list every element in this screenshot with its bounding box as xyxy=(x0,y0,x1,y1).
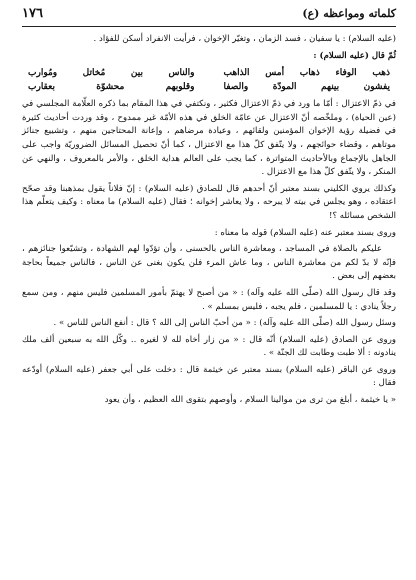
page-body xyxy=(22,33,396,408)
paragraph: وروى بسند معتبر عنه (عليه السلام) قوله ما معناه : xyxy=(214,227,396,238)
poem xyxy=(22,66,396,94)
page-number: ١٧٦ xyxy=(22,6,43,21)
running-header xyxy=(22,6,396,24)
running-title: كلماته ومواعظه (ع) xyxy=(302,7,396,20)
paragraph: وروى عن الصادق (عليه السلام) أنّه قال : « من زار أخاه لله لا لغيره .. وكّل الله به سبعين ألف ملك ينادونه : ألا طبت وطابت لك الجنّة » . xyxy=(22,334,396,359)
paragraph: (عليه السلام) : يا سفيان ، فسد الزمان ، وتغيّر الإخوان ، فرأيت الانفراد أسكن للفؤاد . xyxy=(93,34,396,44)
paragraph: وسئل رسول الله (صلّى الله عليه وآله) : « من أحبّ الناس إلى الله ؟ قال : أنفع الناس للناس » . xyxy=(53,318,396,329)
poem-verse xyxy=(22,80,396,94)
poem-hemistich-first: يفشون بينهم المودّة والصفا xyxy=(223,82,390,93)
paragraph: وكذلك يروي الكليني بسند معتبر أنّ أحدهم قال للصادق (عليه السلام) : إنّ فلاناً يقول بمذهبنا وقد صحّح اعتقاده ، وهو يجلس في بيته لا يبرحه ، ولا يعاشر إخوانه ؛ فقال (عليه السلام) ما معناه : وكيف يتعلّم هذا الشخص مسائله ؟! xyxy=(22,183,396,221)
paragraph-section-heading: في ذمّ الاعتزال : أمّا ما ورد في ذمّ الاعتزال فكثير ، ونكتفي في هذا المقام بما ذكره العلّامة المجلسي في (عين الحياة) ، وملخّصه أنّ الاعتزال عن عامّة الخلق في هذه الأمّة غير ممدوح ، وقد وردت أحاديث كثيرة في فضيلة رؤية الإخوان المؤمنين ولقائهم ، وعيادة مرضاهم ، وإعانة المحتاجين منهم ، وتشييع جنائز موتاهم ، وقضاء حوائجهم ، ولا يتّفق كلّ هذا مع الاعتزال ، كما أنّ تحصيل المسائل الضروريّة واجب على الجاهل بالإجماع وبالأحاديث المتواترة ، كما يجب على العالم هداية الخلق ، والأمر بالمعروف ، والنهي عن المنكر ، ولا يتّفق كلّ هذا مع الاعتزال . xyxy=(22,99,396,178)
poem-verse xyxy=(22,66,396,80)
paragraph: وقد قال رسول الله (صلّى الله عليه وآله) : « من أصبح لا يهتمّ بأمور المسلمين فليس منهم ، ومن سمع رجلاً ينادي : يا للمسلمين ، فلم يجبه ، فليس بمسلم » . xyxy=(22,287,396,312)
poem-intro: ثُمّ قال (عليه السلام) : xyxy=(313,50,396,61)
header-rule xyxy=(22,26,396,27)
paragraph: عليكم بالصلاة في المساجد ، ومعاشرة الناس بالحسنى ، وأن تؤدّوا لهم الشهادة ، وتشيّعوا جنائزهم ، فإنّه لا بدّ لكم من معاشرة الناس ، وما عاش المرء فلن يكون بغنى عن الناس ، فالناس جميعاً بحاجة بعضهم إلى بعض . xyxy=(22,244,396,282)
poem-hemistich-first: ذهب الوفاء ذهاب أمس الذاهب xyxy=(223,68,390,79)
paragraph: وروى عن الباقر (عليه السلام) بسند معتبر عن خيثمة قال : دخلت على أبي جعفر (عليه السلام) أودّعه فقال : xyxy=(22,364,396,389)
paragraph: « يا خيثمة ، أبلغ من ترى من موالينا السلام ، وأوصهم بتقوى الله العظيم ، وأن يعود xyxy=(104,395,396,406)
poem-hemistich-second: والناس بين مُخاتل ومُوارب xyxy=(28,68,195,79)
poem-hemistich-second: وقلوبهم محشوّة بعقارب xyxy=(28,82,195,93)
